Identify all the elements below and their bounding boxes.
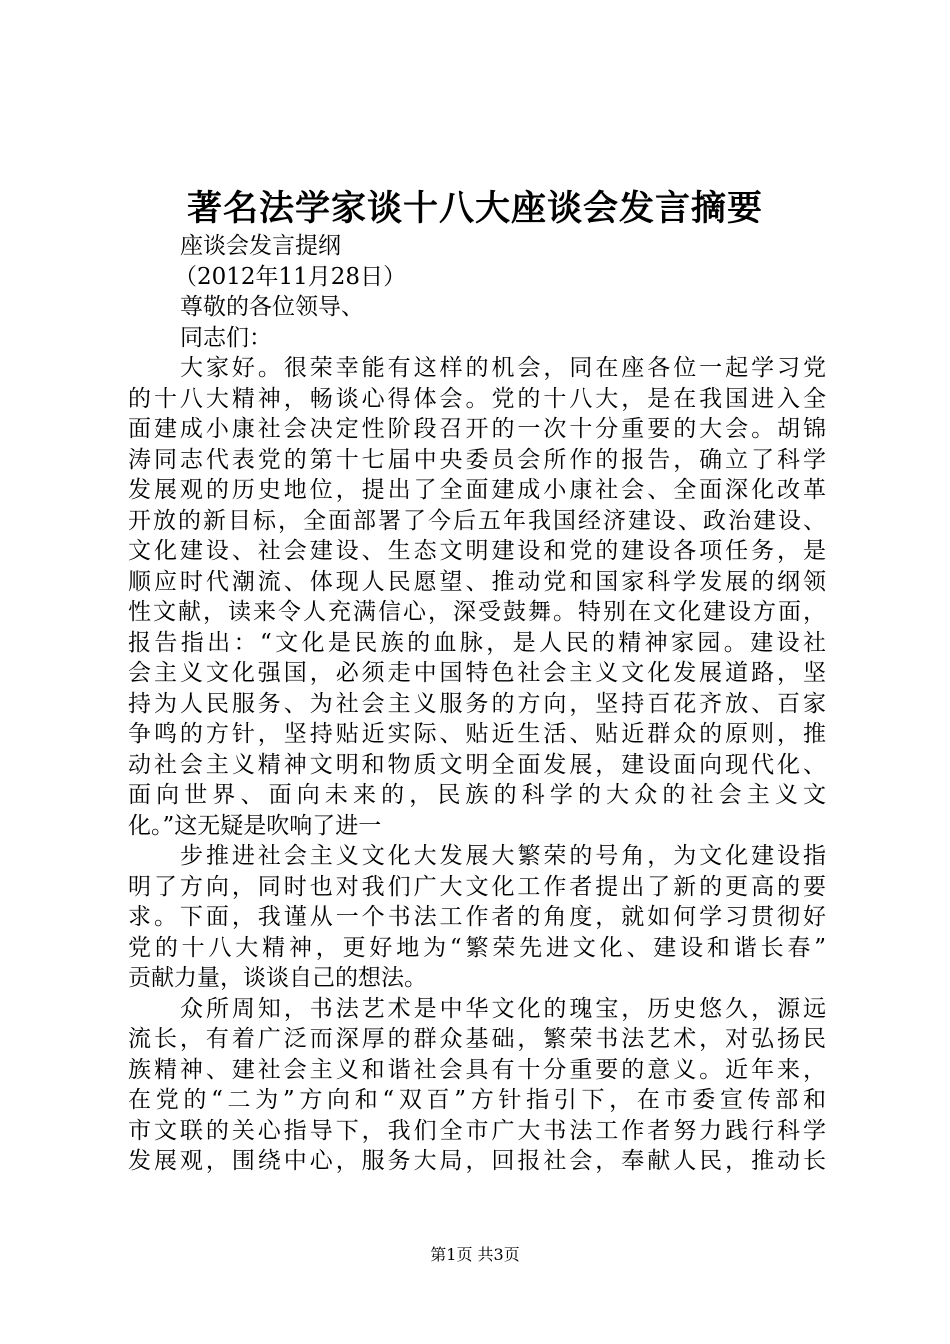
paragraph-line: 族精神、建社会主义和谐社会具有十分重要的意义。近年来，: [128, 1056, 826, 1083]
paragraph-line: 众所周知，书法艺术是中华文化的瑰宝，历史悠久，源远: [180, 995, 826, 1022]
paragraph-line: 明了方向，同时也对我们广大文化工作者提出了新的更高的要: [128, 873, 826, 900]
paragraph-line: 会主义文化强国，必须走中国特色社会主义文化发展道路，坚: [128, 660, 826, 686]
paragraph-line: 市文联的关心指导下，我们全市广大书法工作者努力践行科学: [128, 1117, 826, 1144]
paragraph-line: 求。下面，我谨从一个书法工作者的角度，就如何学习贯彻好: [128, 904, 826, 930]
paragraph-line: 性文献，读来令人充满信心，深受鼓舞。特别在文化建设方面，: [128, 599, 826, 625]
paragraph-line: 贡献力量，谈谈自己的想法。: [128, 965, 427, 991]
paragraph-line: 大家好。很荣幸能有这样的机会，同在座各位一起学习党: [180, 355, 826, 381]
paragraph: [128, 994, 826, 1177]
paragraph-container: [128, 353, 826, 1177]
document-title: 著名法学家谈十八大座谈会发言摘要: [186, 188, 763, 229]
paragraph-line: 涛同志代表党的第十七届中央委员会所作的报告，确立了科学: [128, 446, 826, 473]
paragraph-line: 发展观，围绕中心，服务大局，回报社会，奉献人民，推动长: [128, 1148, 826, 1174]
paragraph-line: 步推进社会主义文化大发展大繁荣的号角，为文化建设指: [180, 843, 826, 869]
paragraph-line: 报告指出：“文化是民族的血脉，是人民的精神家园。建设社: [128, 629, 826, 656]
paragraph-line: 发展观的历史地位，提出了全面建成小康社会、全面深化改革: [128, 477, 826, 503]
paragraph: [128, 353, 826, 841]
paragraph-line: 流长，有着广泛而深厚的群众基础，繁荣书法艺术，对弘扬民: [128, 1026, 826, 1052]
document-body: [128, 231, 826, 1177]
paragraph-line: 动社会主义精神文明和物质文明全面发展，建设面向现代化、: [128, 751, 826, 778]
outline-heading: 座谈会发言提纲: [180, 233, 341, 259]
paragraph-line: 面建成小康社会决定性阶段召开的一次十分重要的大会。胡锦: [128, 416, 826, 442]
paragraph: [128, 841, 826, 994]
page-indicator: 第1页 共3页: [430, 1245, 520, 1264]
paragraph-line: 文化建设、社会建设、生态文明建设和党的建设各项任务，是: [128, 538, 826, 564]
paragraph-line: 面向世界、面向未来的，民族的科学的大众的社会主义文: [128, 782, 826, 808]
salutation: 尊敬的各位领导、: [180, 294, 364, 320]
paragraph-line: 的十八大精神，畅谈心得体会。党的十八大，是在我国进入全: [128, 385, 826, 412]
paragraph-line: 开放的新目标，全面部署了今后五年我国经济建设、政治建设、: [128, 507, 826, 534]
outline-date: （2012年11月28日）: [174, 263, 407, 290]
paragraph-line: 顺应时代潮流、体现人民愿望、推动党和国家科学发展的纲领: [128, 568, 826, 595]
paragraph-line: 化。”这无疑是吹响了进一: [128, 812, 382, 839]
paragraph-line: 持为人民服务、为社会主义服务的方向，坚持百花齐放、百家: [128, 690, 826, 717]
paragraph-line: 争鸣的方针，坚持贴近实际、贴近生活、贴近群众的原则，推: [128, 721, 826, 747]
salutation-continued: 同志们：: [180, 324, 272, 351]
paragraph-line: 在党的“二为”方向和“双百”方针指引下，在市委宣传部和: [128, 1087, 826, 1113]
paragraph-line: 党的十八大精神，更好地为“繁荣先进文化、建设和谐长春”: [128, 934, 826, 961]
